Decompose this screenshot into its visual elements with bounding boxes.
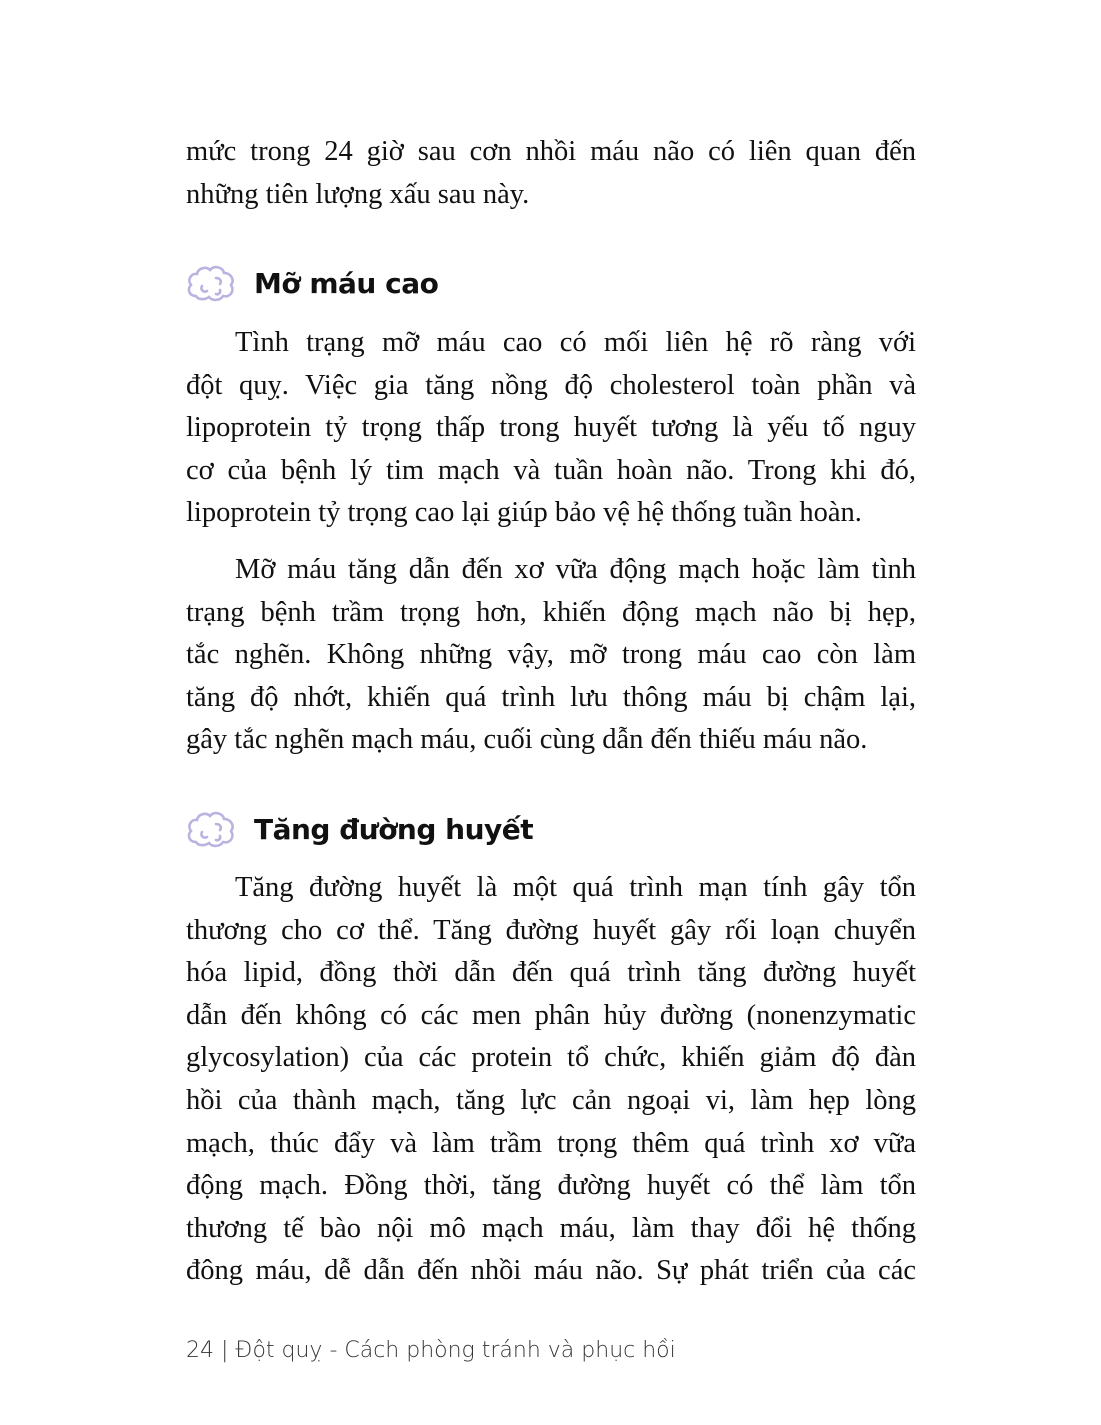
text-line: động mạch. Đồng thời, tăng đường huyết có thể làm tổn (186, 1170, 916, 1202)
text-line: thương tế bào nội mô mạch máu, làm thay đổi hệ thống (186, 1212, 916, 1244)
brain-cloud-icon (186, 264, 236, 302)
text-line: Mỡ máu tăng dẫn đến xơ vữa động mạch hoặc làm tình (235, 554, 916, 585)
text-line: lipoprotein tỷ trọng cao lại giúp bảo vệ hệ thống tuần hoàn. (186, 497, 862, 529)
section-heading-hyperglycemia (186, 810, 533, 848)
text-line: tắc nghẽn. Không những vậy, mỡ trong máu cao còn làm (186, 639, 916, 671)
text-line: Tăng đường huyết là một quá trình mạn tính gây tổn (235, 872, 916, 903)
text-line: dẫn đến không có các men phân hủy đường (nonenzymatic (186, 999, 916, 1031)
text-line: đông máu, dễ dẫn đến nhồi máu não. Sự phát triển của các (186, 1255, 916, 1287)
text-line: hóa lipid, đồng thời dẫn đến quá trình tăng đường huyết (186, 957, 916, 989)
section-title: Tăng đường huyết (254, 812, 534, 846)
text-line: những tiên lượng xấu sau này. (186, 178, 530, 210)
text-line: glycosylation) của các protein tổ chức, khiến giảm độ đàn (186, 1042, 916, 1074)
paragraph (186, 867, 916, 1293)
text-line: gây tắc nghẽn mạch máu, cuối cùng dẫn đến thiếu máu não. (186, 724, 868, 756)
section-heading-blood-fat (186, 264, 438, 302)
text-line: cơ của bệnh lý tim mạch và tuần hoàn não. Trong khi đó, (186, 454, 916, 486)
page-footer: 24 | Đột quỵ - Cách phòng tránh và phục hồi (186, 1338, 676, 1363)
text-line: đột quỵ. Việc gia tăng nồng độ cholesterol toàn phần và (186, 369, 916, 401)
text-line: mức trong 24 giờ sau cơn nhồi máu não có liên quan đến (186, 136, 916, 167)
text-line: hồi của thành mạch, tăng lực cản ngoại vi, làm hẹp lòng (186, 1084, 916, 1116)
section-title: Mỡ máu cao (254, 266, 439, 300)
text-line: trạng bệnh trầm trọng hơn, khiến động mạch não bị hẹp, (186, 596, 916, 628)
text-line: Tình trạng mỡ máu cao có mối liên hệ rõ ràng với (235, 327, 916, 358)
paragraph-continued (186, 131, 916, 216)
paragraph (186, 549, 916, 762)
text-line: tăng độ nhớt, khiến quá trình lưu thông máu bị chậm lại, (186, 681, 916, 713)
text-line: mạch, thúc đẩy và làm trầm trọng thêm quá trình xơ vữa (186, 1127, 916, 1159)
text-line: lipoprotein tỷ trọng thấp trong huyết tương là yếu tố nguy (186, 412, 916, 444)
text-line: thương cho cơ thể. Tăng đường huyết gây rối loạn chuyển (186, 914, 916, 946)
brain-cloud-icon (186, 810, 236, 848)
paragraph (186, 322, 916, 535)
